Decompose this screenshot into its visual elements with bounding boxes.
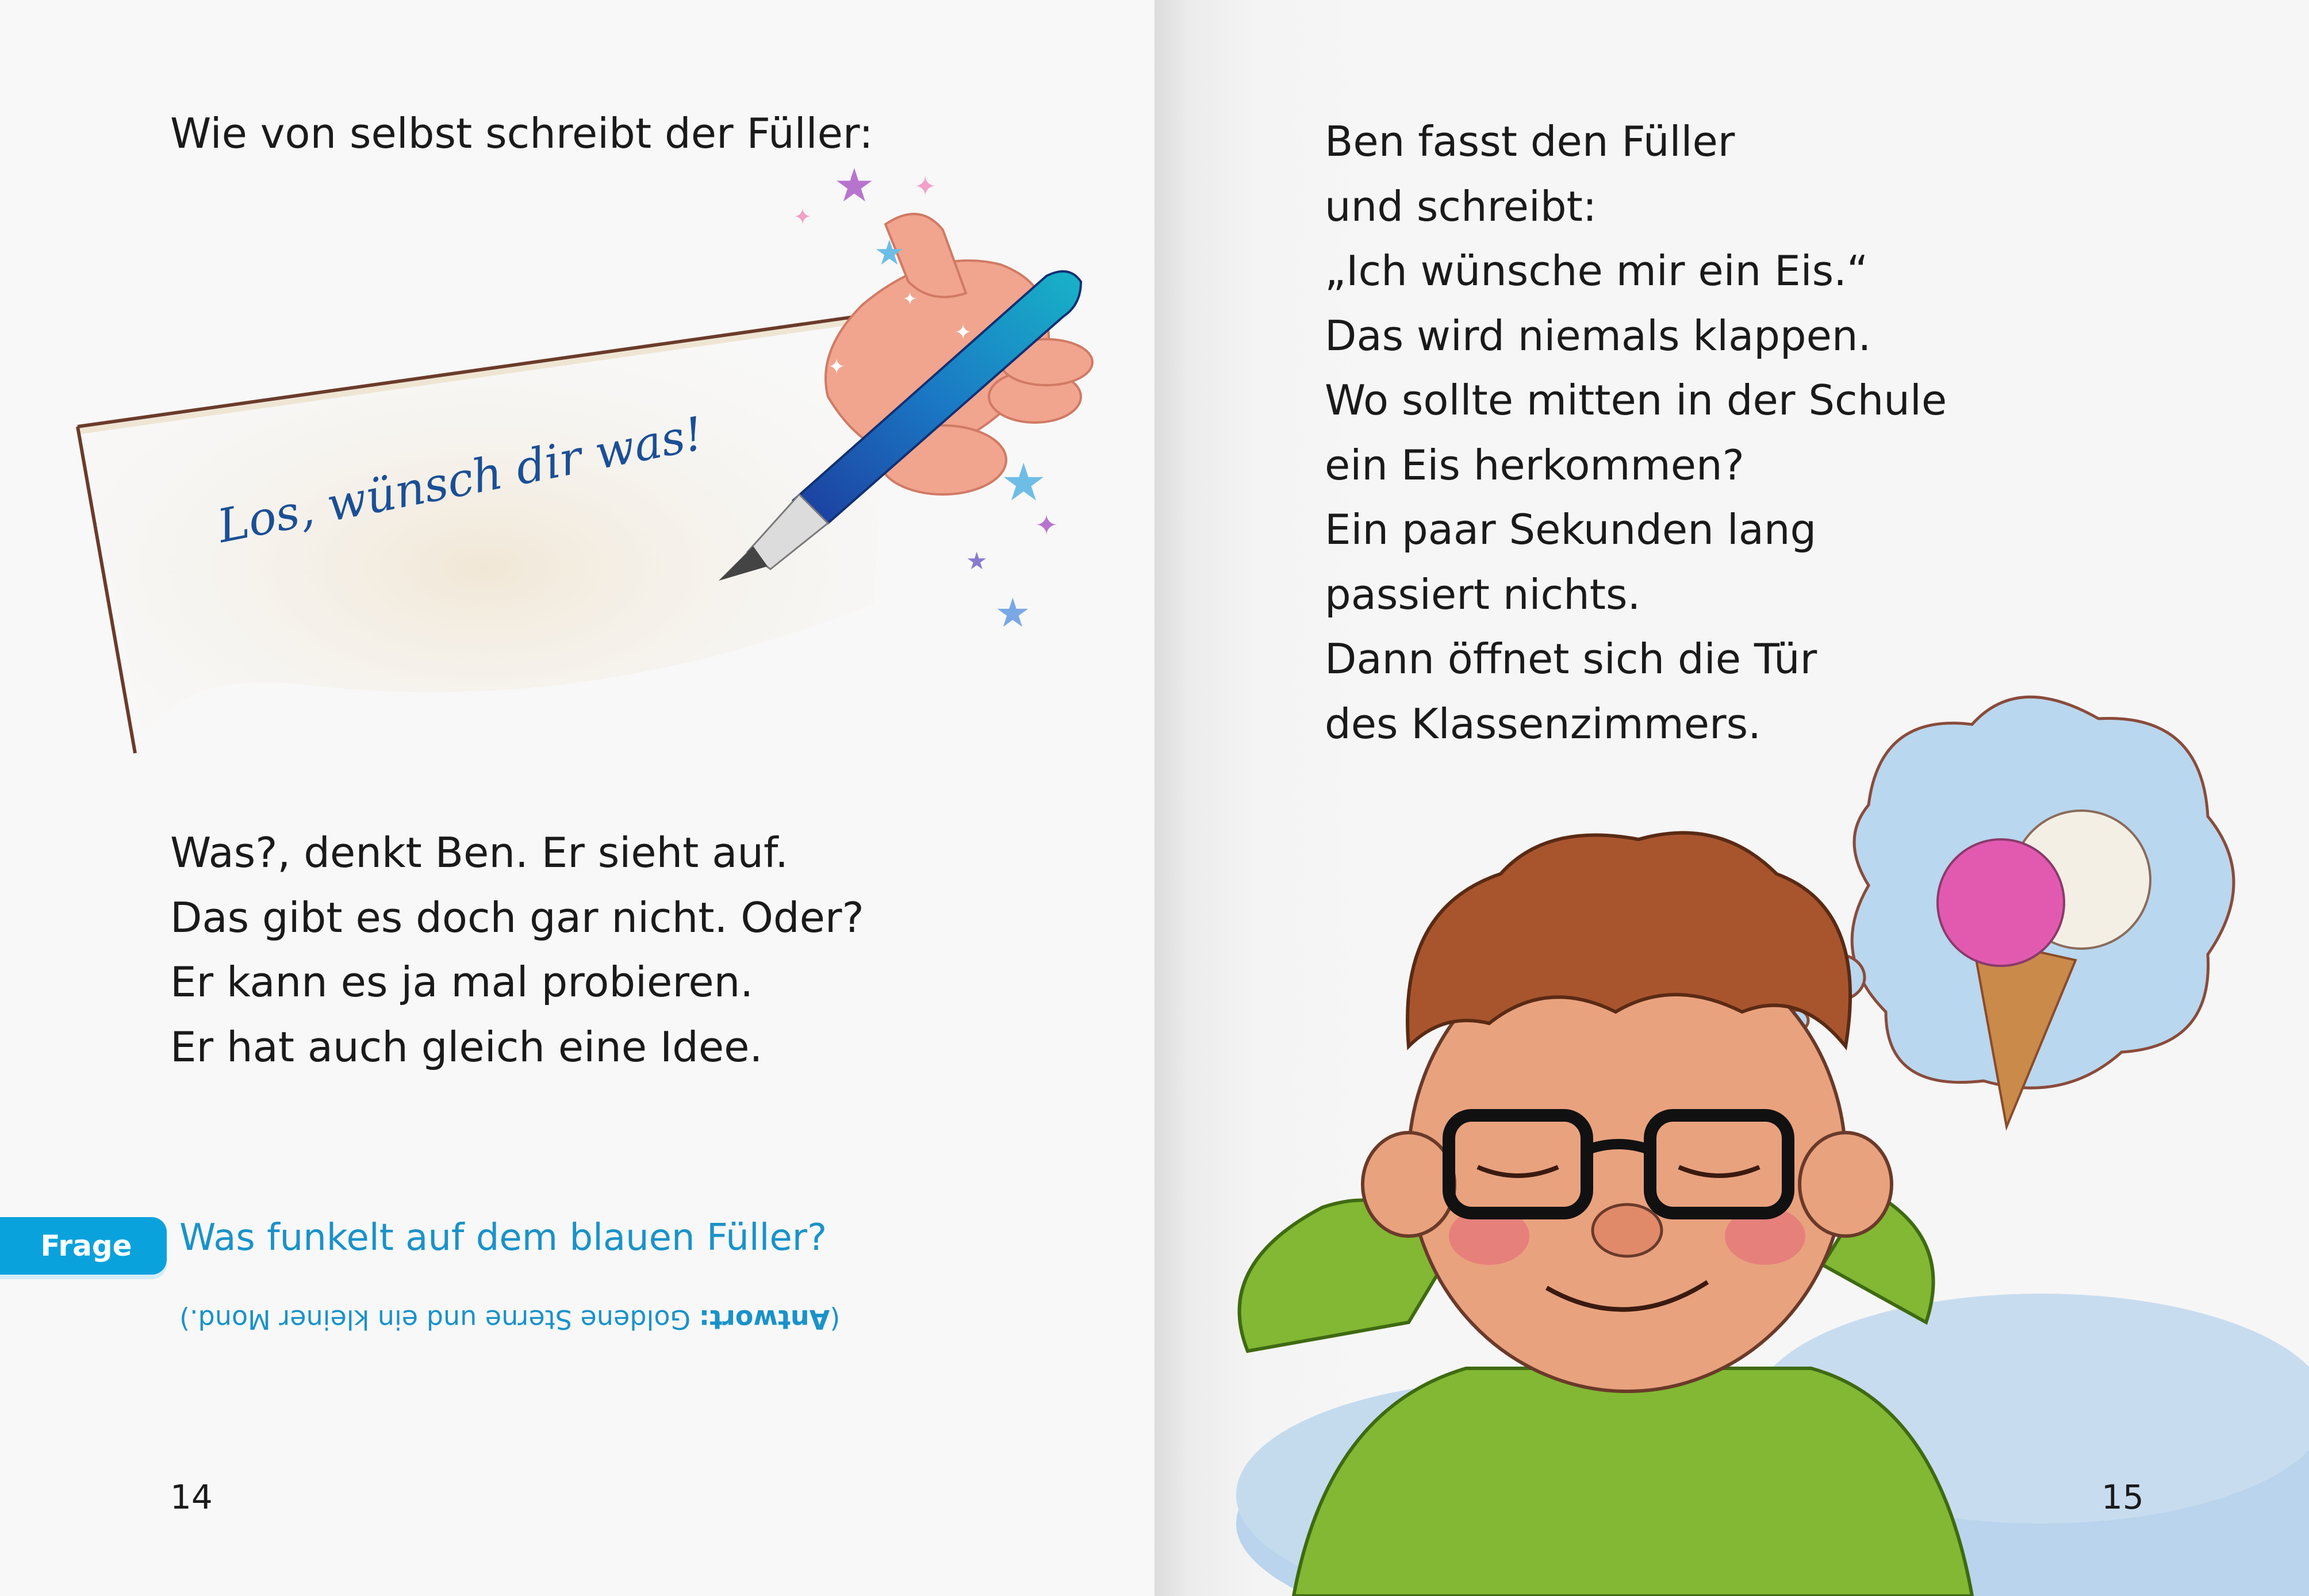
svg-text:✦: ✦ xyxy=(793,204,812,229)
svg-text:★: ★ xyxy=(874,233,905,273)
handwritten-note: Los, wünsch dir was! xyxy=(213,406,708,554)
strawberry-scoop xyxy=(1938,839,2064,966)
story-line: Das wird niemals klappen. xyxy=(1325,311,1871,360)
answer-label: Antwort: xyxy=(699,1304,830,1335)
svg-text:★: ★ xyxy=(995,589,1031,636)
svg-text:✦: ✦ xyxy=(903,289,918,309)
story-line: und schreibt: xyxy=(1325,182,1597,231)
svg-text:✦: ✦ xyxy=(1035,509,1058,542)
story-line: ein Eis herkommen? xyxy=(1325,440,1744,489)
page-number-right: 15 xyxy=(2101,1478,2144,1517)
story-line: Wo sollte mitten in der Schule xyxy=(1325,376,1947,424)
svg-text:★: ★ xyxy=(1000,452,1047,513)
story-line: passiert nichts. xyxy=(1325,570,1641,619)
story-line: Das gibt es doch gar nicht. Oder? xyxy=(170,893,864,942)
svg-text:✦: ✦ xyxy=(828,355,846,379)
story-line: Ein paar Sekunden lang xyxy=(1325,505,1817,554)
svg-text:★: ★ xyxy=(966,547,988,575)
story-line: Was?, denkt Ben. Er sieht auf. xyxy=(170,828,789,877)
question-tab: Frage xyxy=(0,1217,167,1275)
left-page xyxy=(0,0,1154,1596)
question-text: Was funkelt auf dem blauen Füller? xyxy=(179,1217,827,1259)
thought-bubble xyxy=(1785,697,2234,1127)
story-line: Er kann es ja mal probieren. xyxy=(170,958,754,1006)
intro-line: Wie von selbst schreibt der Füller: xyxy=(170,109,873,158)
story-line: Dann öffnet sich die Tür xyxy=(1325,635,1817,683)
page-number-left: 14 xyxy=(170,1478,213,1517)
answer-value: Goldene Sterne und ein kleiner Mond. xyxy=(189,1304,691,1335)
svg-text:✦: ✦ xyxy=(954,321,972,344)
hoodie xyxy=(1294,1368,1972,1596)
story-line: des Klassenzimmers. xyxy=(1325,699,1762,748)
paper-sheet xyxy=(80,316,885,736)
right-page xyxy=(1154,0,2309,1596)
left-story-text xyxy=(170,820,864,1079)
boy-dreaming-illustration xyxy=(1179,690,2309,1596)
svg-text:✦: ✦ xyxy=(914,171,937,202)
story-line: Ben fasst den Füller xyxy=(1325,117,1735,166)
story-line: Er hat auch gleich eine Idee. xyxy=(170,1022,763,1071)
upside-down-answer: (Antwort: Goldene Sterne und ein kleiner Mond.) xyxy=(179,1304,841,1335)
right-story-text xyxy=(1325,109,1947,756)
svg-text:★: ★ xyxy=(834,159,875,212)
story-line: „Ich wünsche mir ein Eis.“ xyxy=(1325,247,1869,295)
